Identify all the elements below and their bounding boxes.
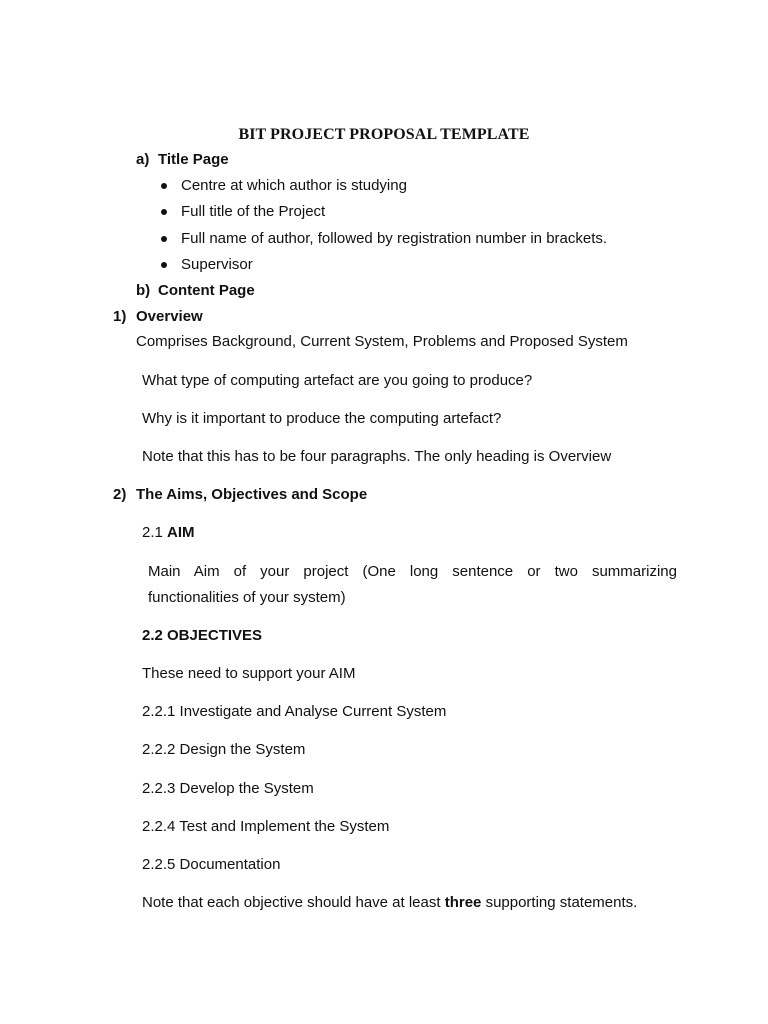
content-page-heading: Content Page (158, 282, 255, 299)
objective-item-4: 2.2.4 Test and Implement the System (142, 818, 390, 835)
objectives-note-before: Note that each objective should have at least (142, 894, 441, 911)
objectives-note-bold: three (444, 894, 482, 911)
title-page-marker: a) (136, 151, 150, 168)
objectives-intro: These need to support your AIM (142, 665, 356, 682)
objective-item-2: 2.2.2 Design the System (142, 741, 306, 758)
aims-heading: The Aims, Objectives and Scope (136, 486, 368, 503)
title-page-bullet-4: Supervisor (181, 256, 253, 273)
aim-text-line-2: functionalities of your system) (148, 589, 346, 606)
overview-intro: Comprises Background, Current System, Problems and Proposed System (136, 333, 628, 350)
aims-marker: 2) (113, 486, 127, 503)
objective-item-1: 2.2.1 Investigate and Analyse Current System (142, 703, 447, 720)
document-title: BIT PROJECT PROPOSAL TEMPLATE (238, 126, 530, 143)
objectives-heading: 2.2 OBJECTIVES (142, 627, 263, 644)
title-page-bullet-2: Full title of the Project (181, 203, 326, 220)
bullet-icon (161, 183, 167, 189)
objectives-note (142, 893, 637, 913)
aim-description (148, 559, 677, 611)
objective-item-5: 2.2.5 Documentation (142, 856, 281, 873)
objectives-note-after: supporting statements. (485, 894, 638, 911)
bullet-icon (161, 262, 167, 268)
aim-text-line-1: Main Aim of your project (One long sentence or two summarizing (148, 563, 677, 580)
aim-label: AIM (167, 524, 195, 541)
bullet-icon (161, 209, 167, 215)
aim-subheading (142, 523, 195, 543)
overview-question-1: What type of computing artefact are you going to produce? (142, 372, 533, 389)
title-page-heading: Title Page (158, 151, 229, 168)
overview-note: Note that this has to be four paragraphs. The only heading is Overview (142, 448, 612, 465)
title-page-bullet-1: Centre at which author is studying (181, 177, 407, 194)
overview-heading: Overview (136, 308, 203, 325)
overview-question-2: Why is it important to produce the computing artefact? (142, 410, 502, 427)
aim-number: 2.1 (142, 524, 163, 541)
objective-item-3: 2.2.3 Develop the System (142, 780, 314, 797)
content-page-marker: b) (136, 282, 151, 299)
title-page-bullet-3: Full name of author, followed by registration number in brackets. (181, 230, 608, 247)
bullet-icon (161, 236, 167, 242)
overview-marker: 1) (113, 308, 127, 325)
